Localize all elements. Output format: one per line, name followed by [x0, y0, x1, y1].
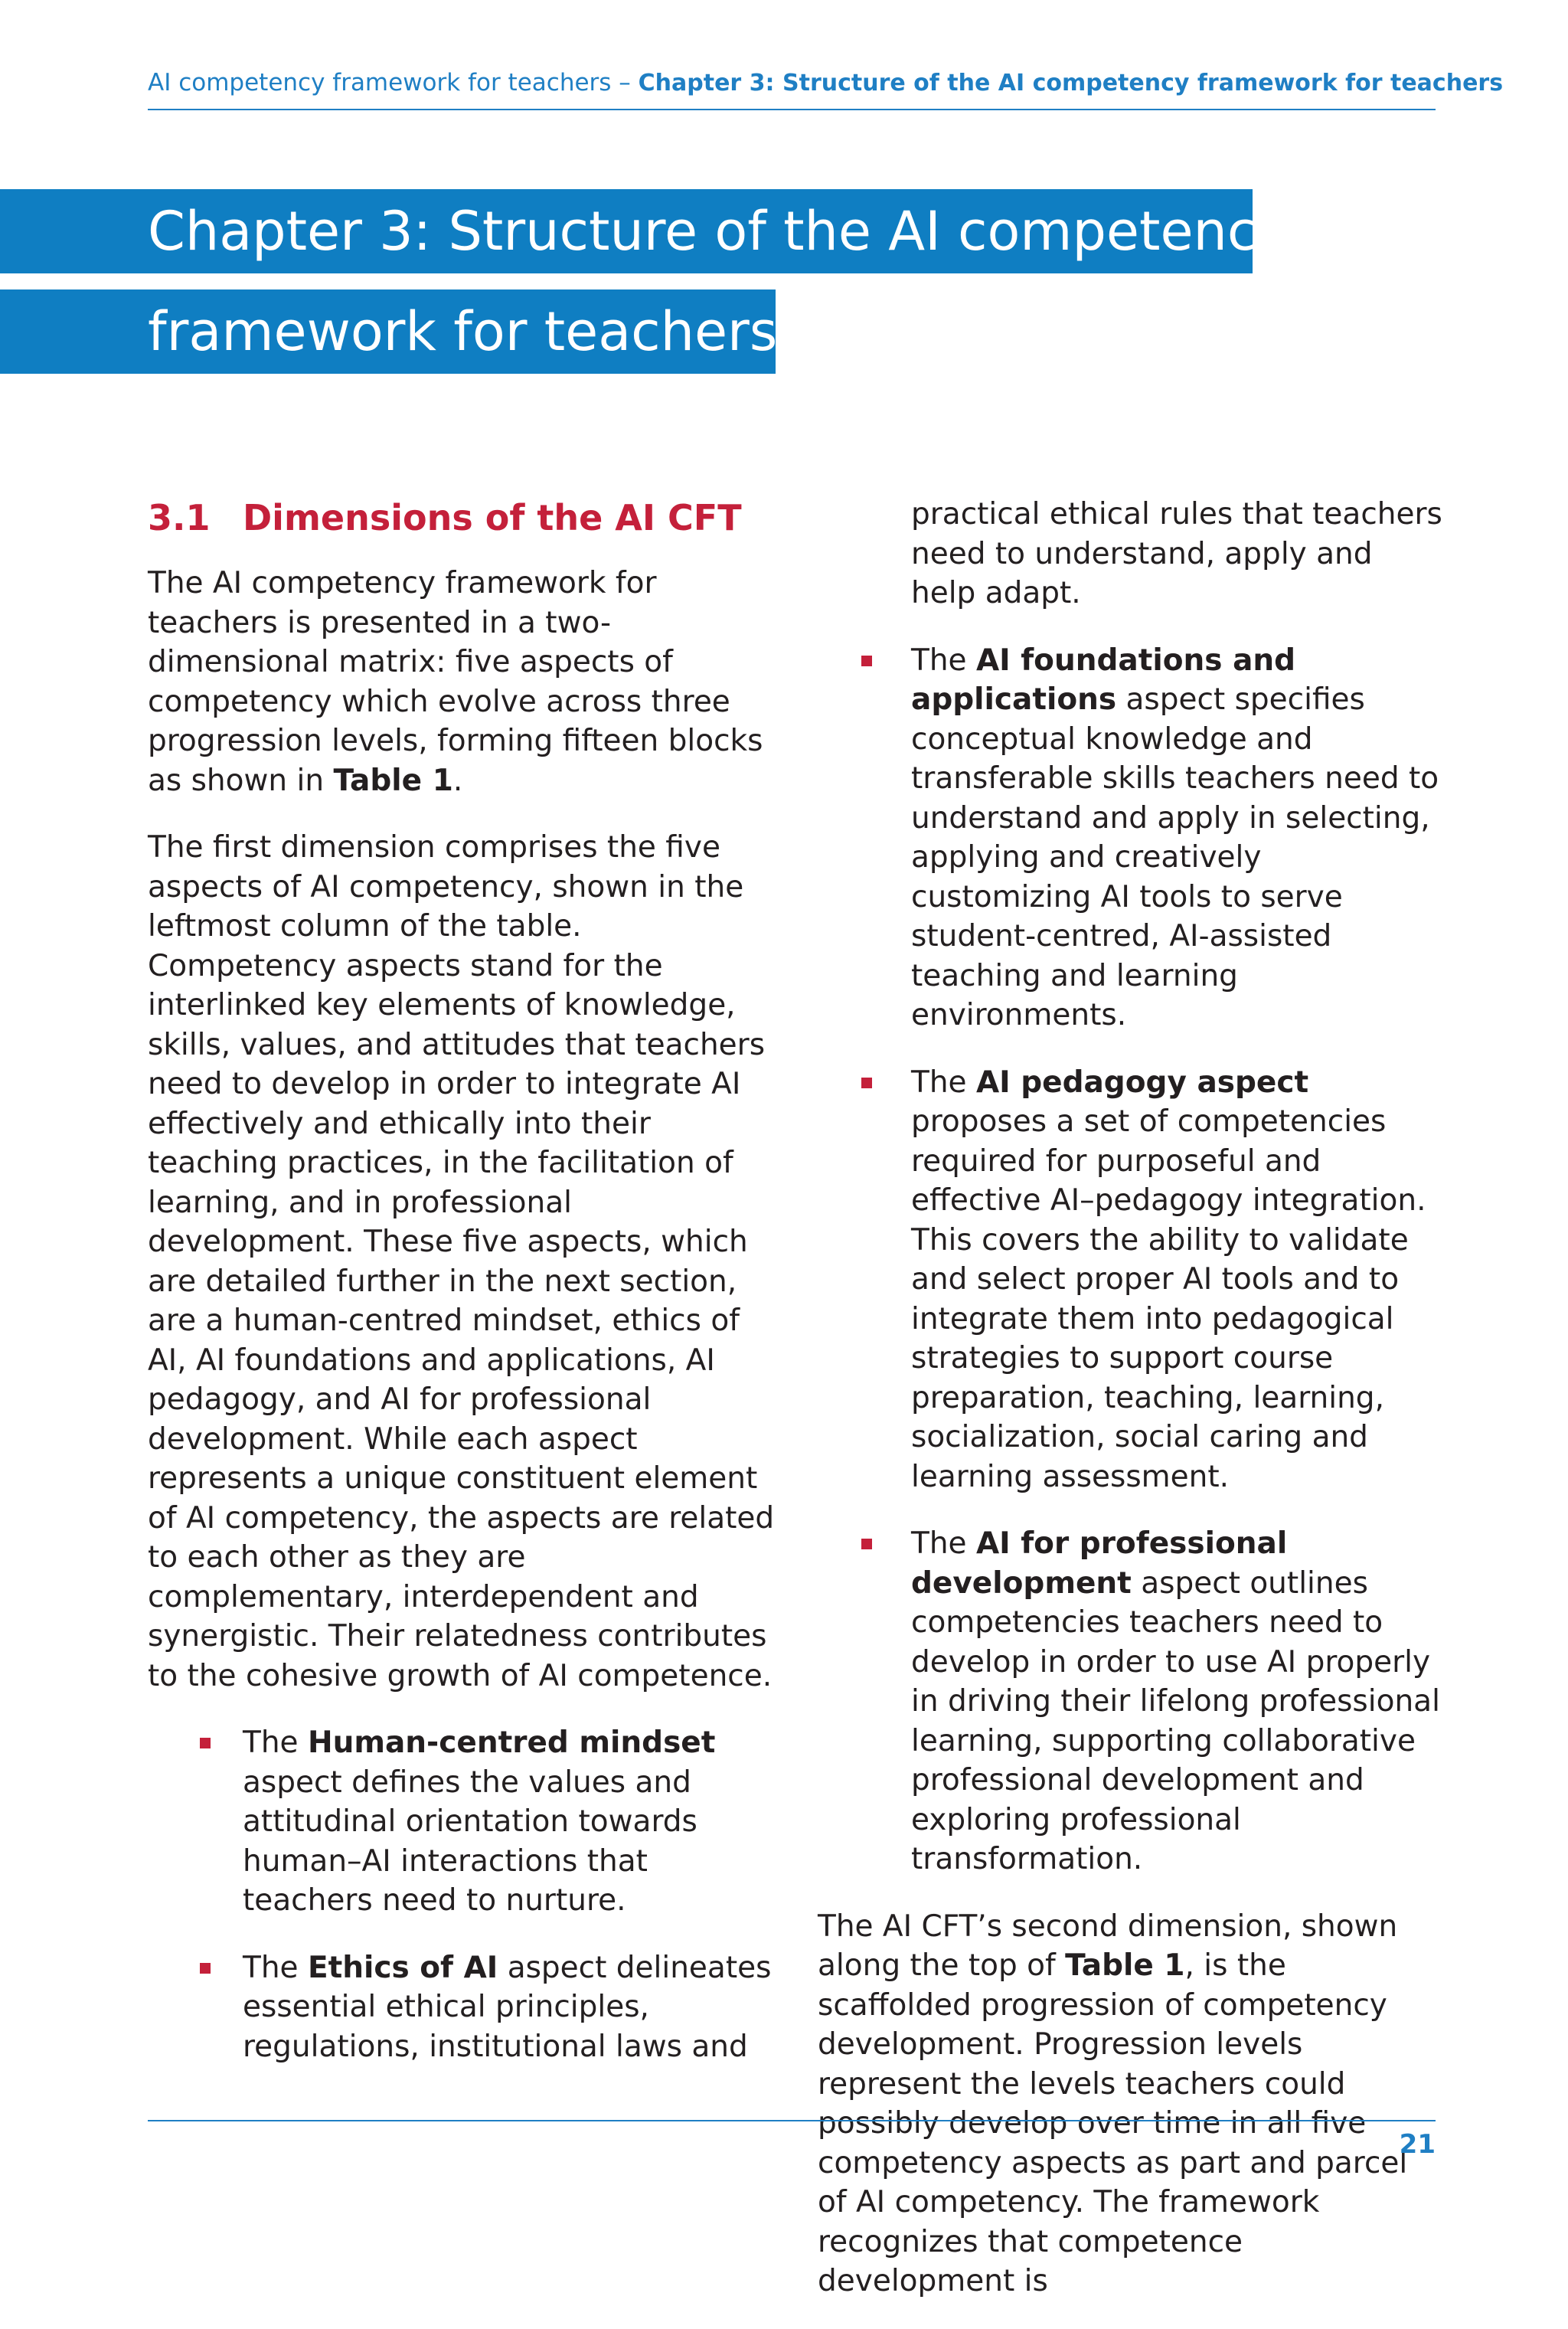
- list-item-pre: The: [243, 1950, 308, 1985]
- list-item-post: aspect outlines competencies teachers need to develop in order to use AI properly in driving their lifelong professional learning, supporting collaborative professional development and exploring professional transformation.: [911, 1565, 1440, 1876]
- footer-rule: [148, 2120, 1436, 2121]
- list-item-term: Ethics of AI: [307, 1950, 498, 1985]
- section-heading: [148, 495, 779, 541]
- paragraph-second-dimension: [818, 1907, 1446, 2301]
- list-item-post: aspect specifies conceptual knowledge and transferable skills teachers need to understand and apply in selecting, applying and creatively customizing AI tools to serve student-centred, AI-assisted teaching and learning environments.: [911, 682, 1439, 1032]
- chapter-title-line-1: Chapter 3: Structure of the AI competency: [0, 189, 1253, 273]
- list-item-ai-foundations: [818, 641, 1446, 1035]
- section-title: Dimensions of the AI CFT: [243, 497, 742, 538]
- list-item-post: proposes a set of competencies required for purposeful and effective AI–pedagogy integration. This covers the ability to validate and select proper AI tools and to integrate them into pedagogical strategies to support course preparation, teaching, learning, socialization, social caring and learning assessment.: [911, 1104, 1426, 1494]
- list-item-term: AI foundations and applications: [911, 643, 1296, 717]
- list-item-pre: The: [911, 1065, 976, 1100]
- bullet-square-icon: [861, 1078, 872, 1088]
- bullet-square-icon: [861, 1539, 872, 1549]
- table-1-reference: Table 1: [333, 763, 453, 798]
- page-number: 21: [1399, 2129, 1436, 2160]
- paragraph-first-dimension: The first dimension comprises the five aspects of AI competency, shown in the leftmost column of the table. Competency aspects stand for the interlinked key elements of knowledge, skills, values, and attitudes that teachers need to develop in order to integrate AI effectively and ethically into their teaching practices, in the facilitation of learning, and in professional development. These five aspects, which are detailed further in the next section, are a human-centred mindset, ethics of AI, AI foundations and applications, AI pedagogy, and AI for professional development. While each aspect represents a unique constituent element of AI competency, the aspects are related to each other as they are complementary, interdependent and synergistic. Their relatedness contributes to the cohesive growth of AI competence.: [148, 830, 775, 1693]
- paragraph-intro: [148, 564, 779, 800]
- running-header: [148, 69, 1504, 110]
- bullet-square-icon: [200, 1963, 211, 1974]
- list-item-pre: The: [243, 1725, 308, 1760]
- running-header-chapter: Chapter 3: Structure of the AI competency framework for teachers: [638, 70, 1504, 96]
- ethics-continuation: practical ethical rules that teachers need to understand, apply and help adapt.: [911, 497, 1442, 610]
- list-item-ai-professional-development: [818, 1524, 1446, 1879]
- table-1-reference: Table 1: [1065, 1948, 1185, 1983]
- aspect-list-left: [148, 1723, 779, 2066]
- section-number: 3.1: [148, 497, 211, 538]
- bullet-square-icon: [861, 656, 872, 666]
- left-column: [148, 495, 779, 2094]
- list-item-ai-pedagogy: [818, 1063, 1446, 1497]
- list-item-term: AI for professional development: [911, 1526, 1288, 1601]
- list-item-term: AI pedagogy aspect: [975, 1065, 1309, 1100]
- list-item-human-centred-mindset: [148, 1723, 779, 1921]
- chapter-title-line-2: framework for teachers: [0, 289, 776, 374]
- list-item-post: aspect defines the values and attitudinal orientation towards human–AI interactions that teachers need to nurture.: [243, 1765, 697, 1918]
- running-header-doc-title: AI competency framework for teachers –: [148, 69, 639, 96]
- list-item-term: Human-centred mindset: [307, 1725, 716, 1760]
- paragraph-intro-end: .: [452, 763, 463, 798]
- list-item-ethics-of-ai: [148, 1948, 779, 2067]
- paragraph-second-dimension-post: , is the scaffolded progression of competency development. Progression levels represent the levels teachers could possibly develop over time in all five competency aspects as part and parcel of AI competency. The framework recognizes that competence development is: [818, 1948, 1408, 2298]
- paragraph-intro-text: The AI competency framework for teachers is presented in a two-dimensional matrix: five aspects of competency which evolve across three progression levels, forming fifteen blocks as shown in: [148, 566, 763, 798]
- list-item-post: aspect delineates essential ethical principles, regulations, institutional laws and: [243, 1950, 772, 2064]
- list-item-pre: The: [911, 643, 976, 678]
- bullet-square-icon: [200, 1738, 211, 1748]
- paragraph-second-dimension-pre: The AI CFT’s second dimension, shown along the top of: [818, 1909, 1398, 1983]
- aspect-list-right: [818, 641, 1446, 1879]
- right-column: [818, 495, 1446, 2329]
- list-item-pre: The: [911, 1526, 976, 1561]
